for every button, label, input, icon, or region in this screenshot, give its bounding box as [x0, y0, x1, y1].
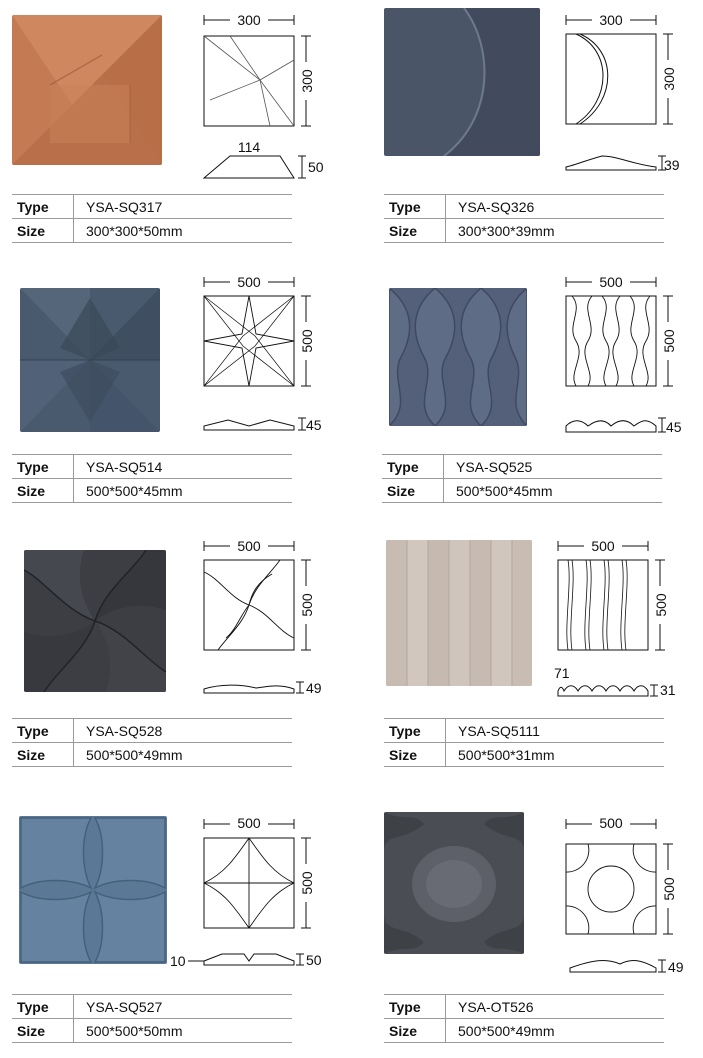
size-value: 500*500*50mm	[74, 1019, 293, 1043]
profile-dimension: 71	[554, 665, 570, 681]
depth-dimension: 45	[306, 417, 322, 433]
product-photo	[24, 550, 166, 692]
size-label: Size	[384, 219, 446, 243]
type-label: Type	[384, 995, 446, 1019]
spec-table	[384, 718, 664, 767]
product-photo	[384, 812, 524, 954]
type-label: Type	[12, 719, 74, 743]
technical-drawing	[562, 10, 697, 185]
type-value: YSA-SQ527	[74, 995, 293, 1019]
size-label: Size	[12, 479, 74, 503]
height-dimension: 500	[653, 593, 669, 617]
height-dimension: 300	[661, 67, 677, 91]
size-label: Size	[12, 219, 74, 243]
type-value: YSA-SQ525	[444, 455, 663, 479]
size-label: Size	[384, 1019, 446, 1043]
width-dimension: 500	[599, 815, 623, 831]
product-photo	[19, 816, 167, 964]
size-label: Size	[12, 1019, 74, 1043]
height-dimension: 500	[661, 877, 677, 901]
product-card-sq5111	[384, 534, 703, 784]
depth-dimension: 50	[306, 952, 322, 968]
technical-drawing	[200, 10, 335, 185]
size-value: 500*500*45mm	[74, 479, 293, 503]
depth-dimension: 31	[660, 682, 676, 698]
size-label: Size	[382, 479, 444, 503]
product-photo	[386, 540, 532, 686]
height-dimension: 500	[299, 329, 315, 353]
width-dimension: 500	[237, 538, 261, 554]
spec-table	[382, 454, 662, 503]
spec-table	[384, 994, 664, 1043]
size-label: Size	[12, 743, 74, 767]
size-value: 500*500*49mm	[74, 743, 293, 767]
depth-dimension: 45	[666, 419, 682, 435]
type-value: YSA-SQ317	[74, 195, 293, 219]
height-dimension: 300	[299, 69, 315, 93]
type-value: YSA-OT526	[446, 995, 665, 1019]
type-label: Type	[384, 195, 446, 219]
technical-drawing	[554, 534, 703, 704]
technical-drawing	[562, 270, 702, 440]
depth-dimension: 49	[306, 680, 322, 696]
product-card-sq514	[12, 270, 342, 520]
type-label: Type	[12, 455, 74, 479]
gap-dimension: 10	[170, 953, 186, 969]
type-value: YSA-SQ5111	[446, 719, 665, 743]
depth-dimension: 50	[308, 159, 324, 175]
depth-dimension: 49	[668, 959, 684, 975]
width-dimension: 500	[237, 815, 261, 831]
type-label: Type	[12, 995, 74, 1019]
width-dimension: 300	[599, 12, 623, 28]
size-value: 500*500*49mm	[446, 1019, 665, 1043]
product-card-sq527	[12, 808, 342, 1058]
width-dimension: 300	[237, 12, 261, 28]
width-dimension: 500	[599, 274, 623, 290]
technical-drawing	[200, 270, 340, 440]
spec-table	[384, 194, 664, 243]
type-label: Type	[382, 455, 444, 479]
depth-dimension: 39	[664, 157, 680, 173]
height-dimension: 500	[299, 593, 315, 617]
product-card-sq525	[382, 270, 703, 520]
width-dimension: 500	[591, 538, 615, 554]
type-value: YSA-SQ514	[74, 455, 293, 479]
height-dimension: 500	[661, 329, 677, 353]
type-label: Type	[384, 719, 446, 743]
size-label: Size	[384, 743, 446, 767]
product-photo	[389, 288, 527, 426]
type-value: YSA-SQ326	[446, 195, 665, 219]
spec-table	[12, 454, 292, 503]
width-dimension: 500	[237, 274, 261, 290]
height-dimension: 500	[299, 871, 315, 895]
size-value: 500*500*45mm	[444, 479, 663, 503]
product-photo	[12, 15, 162, 165]
product-card-ot526	[384, 808, 703, 1058]
product-card-sq528	[12, 534, 342, 784]
type-label: Type	[12, 195, 74, 219]
product-card-sq326	[384, 10, 703, 260]
product-photo	[20, 288, 160, 432]
spec-table	[12, 194, 292, 243]
technical-drawing	[562, 808, 702, 978]
product-photo	[384, 8, 540, 156]
spec-table	[12, 994, 292, 1043]
profile-dimension: 114	[237, 139, 261, 155]
product-card-sq317	[12, 10, 342, 260]
size-value: 300*300*50mm	[74, 219, 293, 243]
type-value: YSA-SQ528	[74, 719, 293, 743]
size-value: 300*300*39mm	[446, 219, 665, 243]
technical-drawing	[170, 808, 340, 978]
size-value: 500*500*31mm	[446, 743, 665, 767]
spec-table	[12, 718, 292, 767]
technical-drawing	[200, 534, 340, 704]
